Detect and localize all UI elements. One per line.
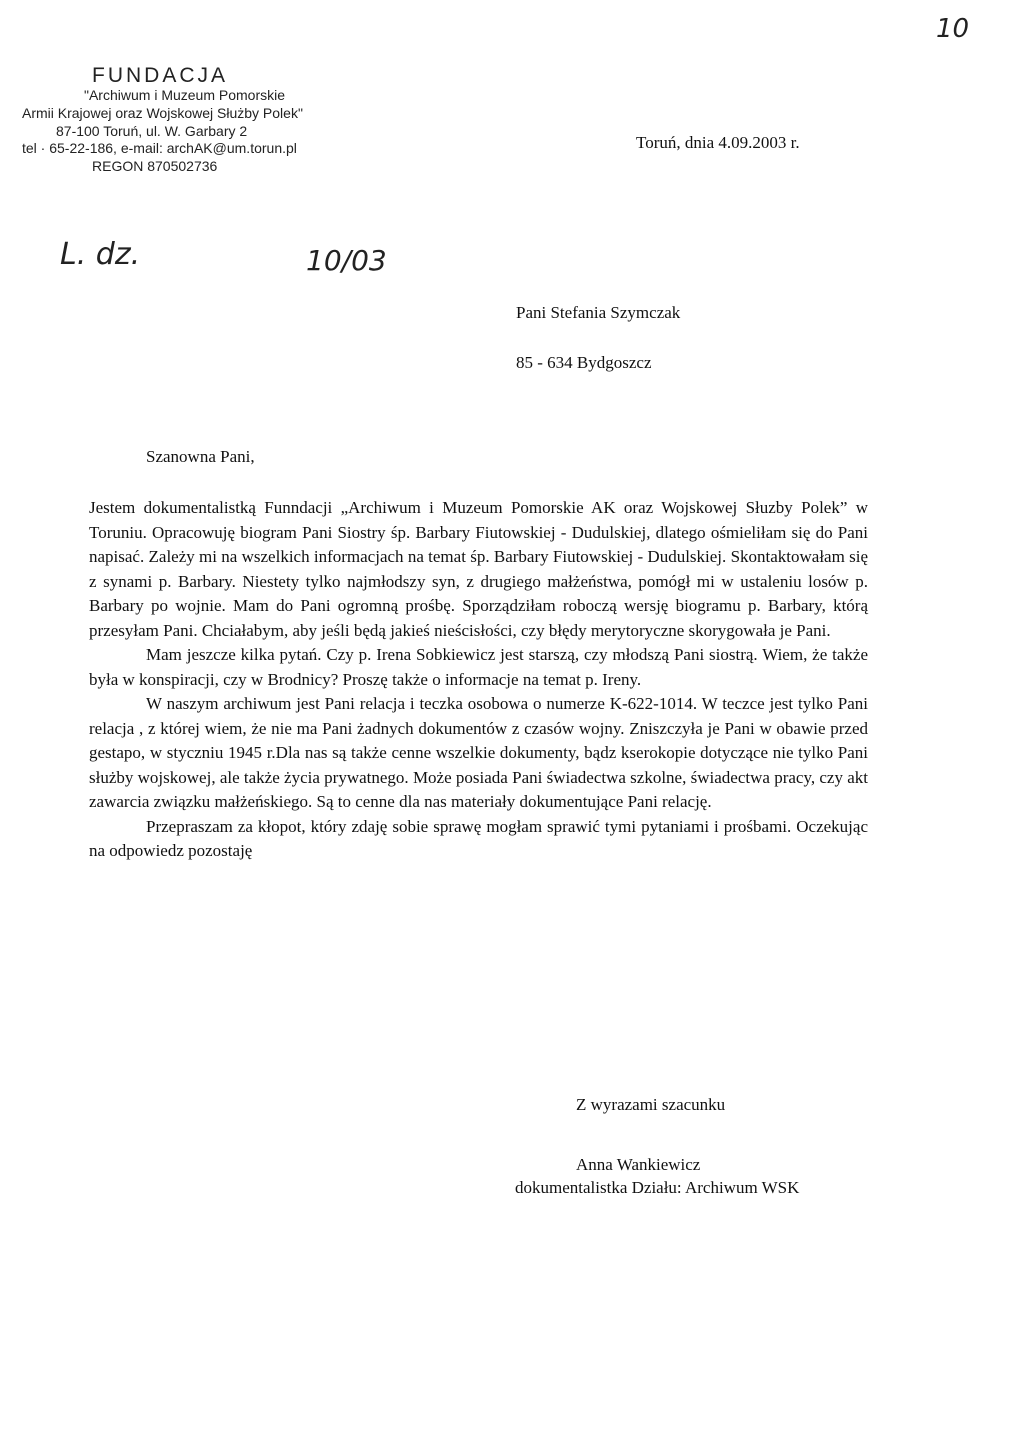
letterhead-address: 87-100 Toruń, ul. W. Garbary 2 [56,123,248,139]
paragraph: W naszym archiwum jest Pani relacja i teczka osobowa o numerze K-622-1014. W teczce jest tylko Pani relacja , z której wiem, że nie ma Pani żadnych dokumentów z czasów wojny. Zniszczyła je Pani w obawie przed gestapo, w styczniu 1945 r.Dla nas są także cenne wszelkie dokumenty, bądz kserokopie dotyczące nie tylko Pani służby wojskowej, ale także życia prywatnego. Może posiada Pani świadectwa szkolne, świadectwa pracy, czy akt zawarcia związku małżeńskiego. Są to cenne dla nas materiały dokumentujące Pani relację. [89,694,868,811]
reference-number: 10/03 [306,244,387,277]
addressee-name: Pani Stefania Szymczak [516,303,681,322]
salutation: Szanowna Pani, [146,447,255,466]
paragraph: Jestem dokumentalistką Funndacji „Archiwum i Muzeum Pomorskie AK oraz Wojskowej Słuzby Polek” w Toruniu. Opracowuję biogram Pani Siostry śp. Barbary Fiutowskiej - Dudulskiej, dlatego ośmieliłam się do Pani napisać. Zależy mi na wszelkich informacjach na temat śp. Barbary Fiutowskiej - Dudulskiej. Skontaktowałam się z synami p. Barbary. Niestety tylko najmłodszy syn, z drugiego małżeństwa, pomógł mi w ustaleniu losów p. Barbary po wojnie. Mam do Pani ogromną prośbę. Sporządziłam roboczą wersję biogramu p. Barbary, którą przesyłam Pani. Chciałabym, aby jeśli będą jakieś nieścisłości, czy błędy merytoryczne skorygowała je Pani. [89,498,868,640]
letter-date: Toruń, dnia 4.09.2003 r. [636,133,800,152]
closing-regards: Z wyrazami szacunku [576,1095,726,1114]
paragraph: Mam jeszcze kilka pytań. Czy p. Irena Sobkiewicz jest starszą, czy młodszą Pani siostrą. Wiem, że także była w konspiracji, czy w Brodnicy? Proszę także o informacje na temat p. Ireny. [89,645,868,689]
letterhead-title: FUNDACJA [92,64,229,87]
letter-body [89,496,868,864]
signatory-name: Anna Wankiewicz [576,1155,701,1174]
signatory-title: dokumentalistka Działu: Archiwum WSK [515,1178,800,1197]
letterhead-line-1: "Archiwum i Muzeum Pomorskie [84,87,286,103]
paragraph: Przepraszam za kłopot, który zdaję sobie sprawę mogłam sprawić tymi pytaniami i prośbami. Oczekując na odpowiedz pozostaję [89,816,868,860]
addressee-city: 85 - 634 Bydgoszcz [516,353,652,372]
letterhead-contact: tel · 65-22-186, e-mail: archAK@um.torun.pl [22,140,297,156]
reference-prefix: L. dz. [60,237,141,272]
letterhead-regon: REGON 870502736 [92,158,218,174]
letterhead-line-2: Armii Krajowej oraz Wojskowej Służby Polek" [22,105,303,121]
handwritten-page-number: 10 [936,14,970,44]
